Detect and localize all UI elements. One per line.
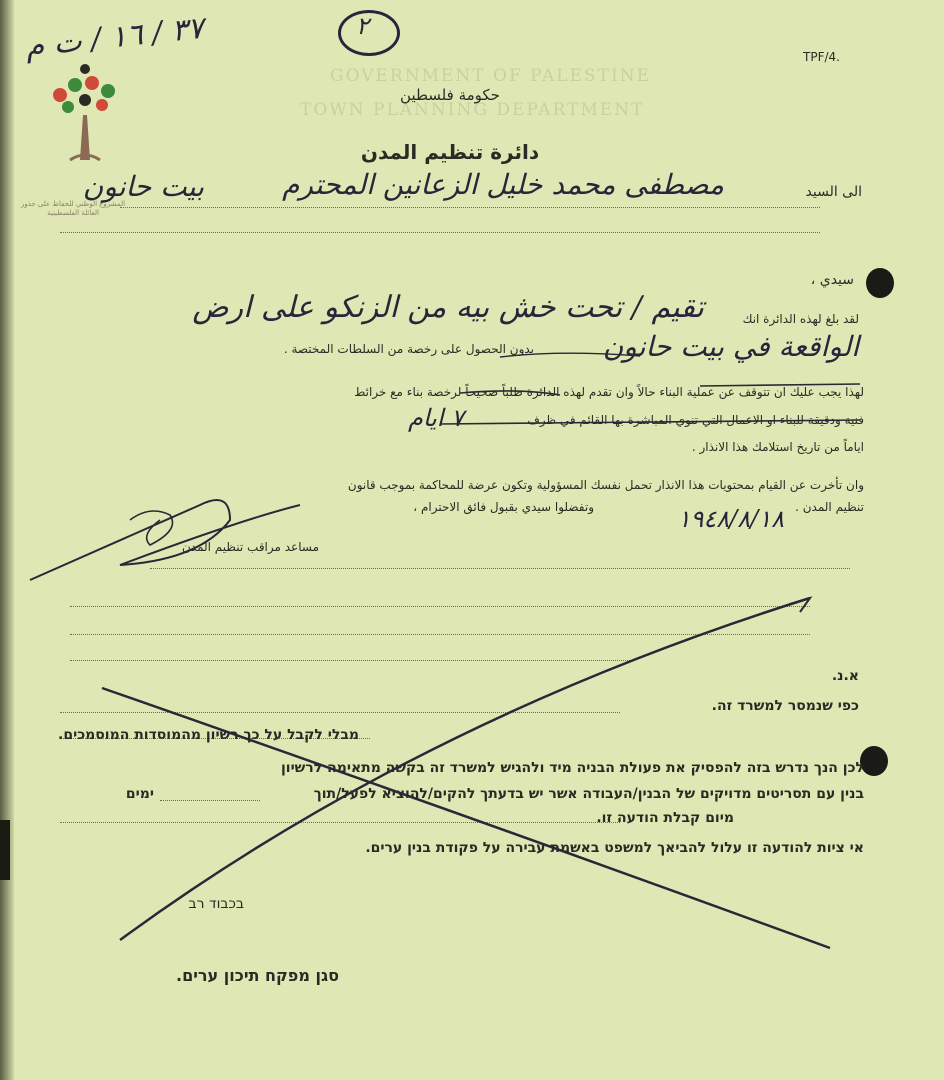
hebrew-dotted-1 xyxy=(60,712,620,713)
closing-printed: وتفضلوا سيدي بقبول فائق الاحترام ، xyxy=(413,500,594,514)
signature-scribble-2 xyxy=(130,511,173,545)
government-heading: حكومة فلسطين xyxy=(400,86,500,104)
logo-leaf xyxy=(101,84,115,98)
addressee-name: مصطفى محمد خليل الزعانين المحترم xyxy=(282,168,724,201)
body-line7-printed: تنظيم المدن . xyxy=(795,500,864,514)
hebrew-line4: בנין עם תסריטים מדויקים של הבנין/העבודה אשר יש בדעתך להקים/להוציא לפעל/תוך xyxy=(313,786,864,802)
body-line1-handwritten: تقيم / تحت خش بيه من الزنكو على ارض xyxy=(192,290,704,325)
logo-trunk xyxy=(80,115,90,160)
circled-number: ٢ xyxy=(356,12,369,40)
hebrew-line4-end: ימים xyxy=(125,786,154,802)
hebrew-line2: מבלי לקבל על כך רשיון מהמוסדות המוסמכים. xyxy=(58,727,359,743)
dotted-line-b xyxy=(70,634,810,635)
form-code: TPF/4. xyxy=(803,50,840,64)
hebrew-line1: כפי שנמסר למשרד זה. xyxy=(711,698,859,714)
hebrew-line6: אי ציות להודעה זו עלול להביאך למשפט באשמת עבירה על פקודת בנין ערים. xyxy=(365,840,864,856)
department-heading: دائرة تنظيم المدن xyxy=(360,140,540,164)
dotted-line-a xyxy=(70,606,810,607)
salutation: سيدي ، xyxy=(810,272,854,288)
scan-edge-dark xyxy=(0,820,10,880)
handwritten-reference: ٣٧ / ١٦ / ت م xyxy=(23,10,206,65)
logo-leaf xyxy=(53,88,67,102)
date-handwritten: ١٩٤٨/٨/١٨ xyxy=(677,505,784,533)
logo-leaf xyxy=(62,101,74,113)
hebrew-line3: לכן הנך נדרש בזה להפסיק את פעולת הבניה מיד ולהגיש למשרד זה בקשה מתאימה לרשיון xyxy=(280,760,864,776)
logo-leaf xyxy=(85,76,99,90)
logo-leaf xyxy=(96,99,108,111)
family-tree-logo xyxy=(40,55,130,170)
logo-figure xyxy=(80,64,90,74)
hebrew-line5: מיום קבלת הודעה זו. xyxy=(596,810,734,826)
logo-caption: المشروع الوطني للحفاظ على جذور العائلة الفلسطينية xyxy=(20,200,126,217)
separator-line xyxy=(150,568,850,569)
hebrew-days-dots xyxy=(160,800,260,801)
body-line5-printed: اياماً من تاريخ استلامك هذا الانذار . xyxy=(691,440,864,454)
addressee-label: الى السيد xyxy=(805,184,862,200)
body-line4-handwritten: ٧ ايام xyxy=(407,404,464,432)
punch-hole-1 xyxy=(866,268,894,298)
hebrew-signatory: סגן מפקח תיכון ערים. xyxy=(175,966,339,985)
hebrew-closing: בכבוד רב xyxy=(188,896,244,912)
circled-number-ring xyxy=(338,10,400,56)
addressee-location: بيت حانون xyxy=(82,170,204,203)
body-line6-printed: وان تأخرت عن القيام بمحتويات هذا الانذار تحمل نفسك المسؤولية وتكون عرضة للمحاكمة بموجب قانون xyxy=(347,478,864,492)
logo-leaf xyxy=(79,94,91,106)
punch-hole-2 xyxy=(860,746,888,776)
addressee-dotted-line xyxy=(120,207,820,208)
body-line3-printed: لهذا يجب عليك ان تتوقف عن عملية البناء حالاً وان تقدم لهذه الدائرة طلباً صحيحاً لرخصة بناء مع خرائط xyxy=(354,385,864,399)
ghost-letterhead-2: TOWN PLANNING DEPARTMENT xyxy=(300,100,645,120)
hebrew-dotted-3 xyxy=(60,822,620,823)
addressee-dotted-line-2 xyxy=(60,232,820,233)
body-line2-handwritten: الواقعة في بيت حانون xyxy=(602,330,859,363)
signatory-arabic: مساعد مراقب تنظيم المدن xyxy=(181,540,319,554)
scan-edge-shadow xyxy=(0,0,14,1080)
logo-leaf xyxy=(68,78,82,92)
dotted-line-c xyxy=(70,660,630,661)
ghost-letterhead-1: GOVERNMENT OF PALESTINE xyxy=(330,66,651,86)
body-line4-printed: فنية ودقيقة للبناء او الاعمال التي تنوي المباشرة بها القائم في ظرف xyxy=(527,413,864,427)
body-line2-printed: بدون الحصول على رخصة من السلطات المختصة . xyxy=(283,342,534,356)
hebrew-addressee: א.נ. xyxy=(831,668,859,684)
cross-out-tick xyxy=(790,598,810,612)
body-line1-printed: لقد بلغ لهذه الدائرة انك xyxy=(742,312,859,326)
